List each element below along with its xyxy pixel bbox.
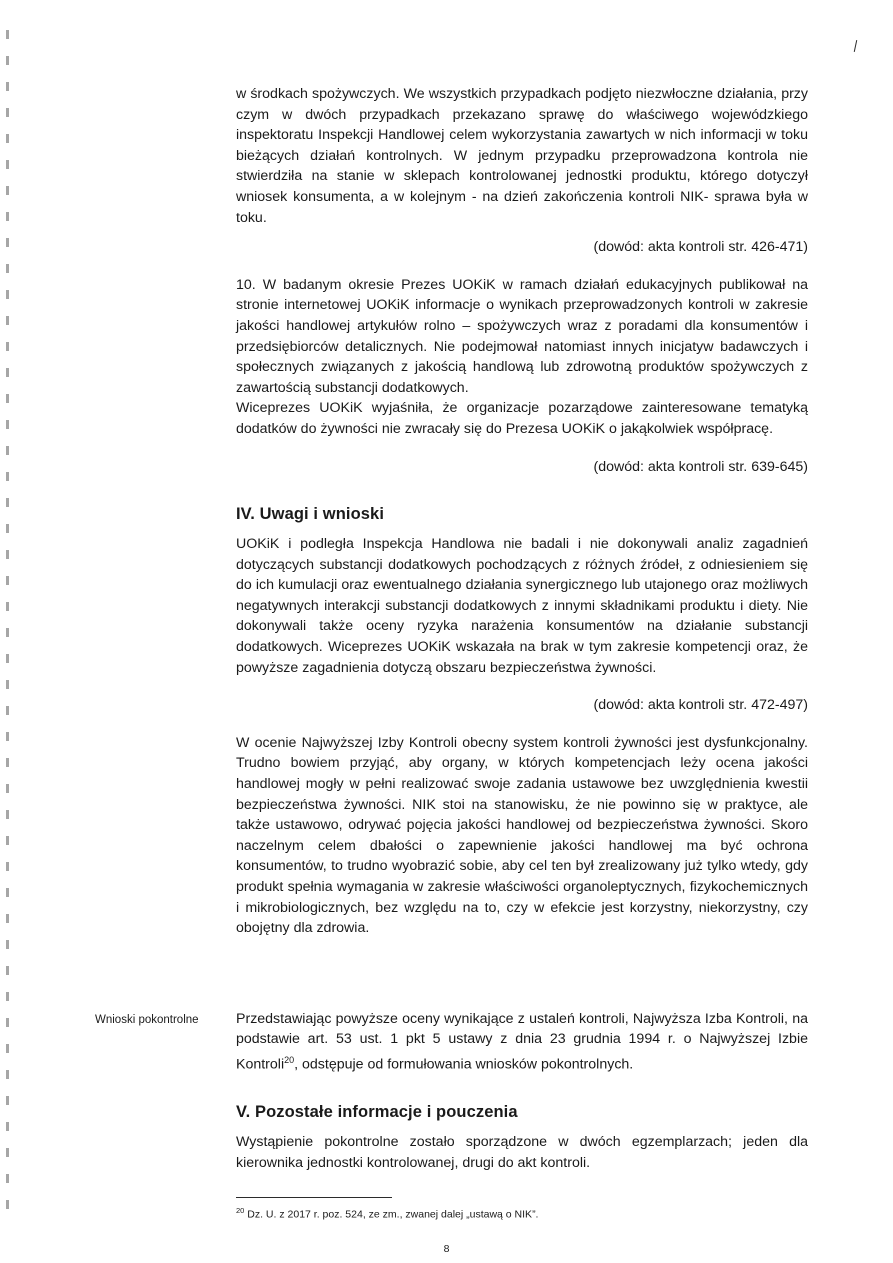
margin-label-conclusions: Wnioski pokontrolne	[95, 1014, 199, 1026]
footnote-number: 20	[236, 1206, 245, 1215]
scan-tick-mark	[854, 40, 857, 52]
footnote-text: Dz. U. z 2017 r. poz. 524, ze zm., zwanej dalej „ustawą o NIK”.	[247, 1208, 539, 1221]
paragraph-other-information: Wystąpienie pokontrolne zostało sporządzone w dwóch egzemplarzach; jeden dla kierownika jednostki kontrolowanej, drugi do akt kontroli.	[236, 1134, 808, 1171]
paragraph-nik-assessment: W ocenie Najwyższej Izby Kontroli obecny system kontroli żywności jest dysfunkcjonalny. Trudno bowiem przyjąć, aby organy, w których kompetencjach leży ocena jakości handlowej mogły w pełni realizować swoje zadania ustawowe bez uwzględnienia kwestii bezpieczeństwa żywności. NIK stoi na stanowisku, że nie powinno się w praktyce, ale także ustawowo, odrywać pojęcia jakości handlowej od bezpieczeństwa żywności. Skoro naczelnym celem dbałości o zapewnienie jakości handlowej ma być ochrona konsumentów, to trudno wyobrazić sobie, aby cel ten był zrealizowany już tylko wtedy, gdy produkt spełnia wymagania w zakresie właściwości organoleptycznych, fizykochemicznych i mikrobiologicznych, bez względu na to, czy w efekcie jest korzystny, niekorzystny, czy obojętny dla zdrowia.	[236, 734, 808, 937]
evidence-reference-2: (dowód: akta kontroli str. 639-645)	[593, 458, 808, 475]
heading-section-iv: IV. Uwagi i wnioski	[236, 505, 384, 524]
footnote-marker-inline: 20	[284, 1054, 295, 1065]
footnote-20	[236, 1204, 808, 1222]
paragraph-vice-president: Wiceprezes UOKiK wyjaśniła, że organizacje pozarządowe zainteresowane tematyką dodatków do żywności nie zwracały się do Prezesa UOKiK o jakąkolwiek współpracę.	[236, 400, 808, 437]
paragraph-continued: w środkach spożywczych. We wszystkich przypadkach podjęto niezwłoczne działania, przy czym w dwóch przypadkach przekazano sprawę do właściwego wojewódzkiego inspektoratu Inspekcji Handlowej celem wykorzystania zawartych w nich informacji w toku bieżących działań kontrolnych. W jednym przypadku przeprowadzona kontrola nie stwierdziła na stanie w sklepach kontrolowanej jednostki produktu, którego dotyczył wniosek konsumenta, a w kolejnym - na dzień zakończenia kontroli NIK- sprawa była w toku.	[236, 86, 808, 226]
conclusions-text-part2: , odstępuje od formułowania wniosków pokontrolnych.	[294, 1056, 634, 1073]
paragraph-uokik-analysis: UOKiK i podległa Inspekcja Handlowa nie badali i nie dokonywali analiz zagadnień dotyczących substancji dodatkowych pochodzących z różnych źródeł, z odniesieniem się do ich kumulacji oraz ewentualnego działania synergicznego lub utajonego oraz możliwych negatywnych interakcji substancji dodatkowych z innymi składnikami produktu i diety. Nie dokonywali także oceny ryzyka narażenia konsumentów na działanie substancji dodatkowych. Wiceprezes UOKiK wskazała na brak w tym zakresie kompetencji oraz, że powyższe zagadnienia dotyczą obszaru bezpieczeństwa żywności.	[236, 536, 808, 676]
paragraph-post-inspection-conclusions	[236, 1009, 808, 1076]
footnote-separator	[236, 1197, 392, 1198]
page-content	[236, 84, 808, 1173]
scan-edge-artifacts	[6, 30, 9, 1220]
page-number: 8	[443, 1243, 450, 1255]
conclusions-text-part1: Przedstawiając powyższe oceny wynikające z ustaleń kontroli, Najwyższa Izba Kontroli, na podstawie art. 53 ust. 1 pkt 5 ustawy z dnia 23 grudnia 1994 r. o Najwyższej Izbie Kontroli	[236, 1010, 808, 1073]
paragraph-item-10: 10. W badanym okresie Prezes UOKiK w ramach działań edukacyjnych publikował na stronie internetowej UOKiK informacje o wynikach przeprowadzonych kontroli w zakresie jakości handlowej artykułów rolno – spożywczych wraz z poradami dla konsumentów i przedsiębiorców detalicznych. Nie podejmował natomiast innych inicjatyw badawczych i społecznych związanych z jakością handlową lub zdrowotną produktów spożywczych z zawartością substancji dodatkowych.	[236, 276, 808, 396]
heading-section-v: V. Pozostałe informacje i pouczenia	[236, 1103, 518, 1122]
evidence-reference-1: (dowód: akta kontroli str. 426-471)	[593, 239, 808, 256]
evidence-reference-3: (dowód: akta kontroli str. 472-497)	[593, 697, 808, 714]
